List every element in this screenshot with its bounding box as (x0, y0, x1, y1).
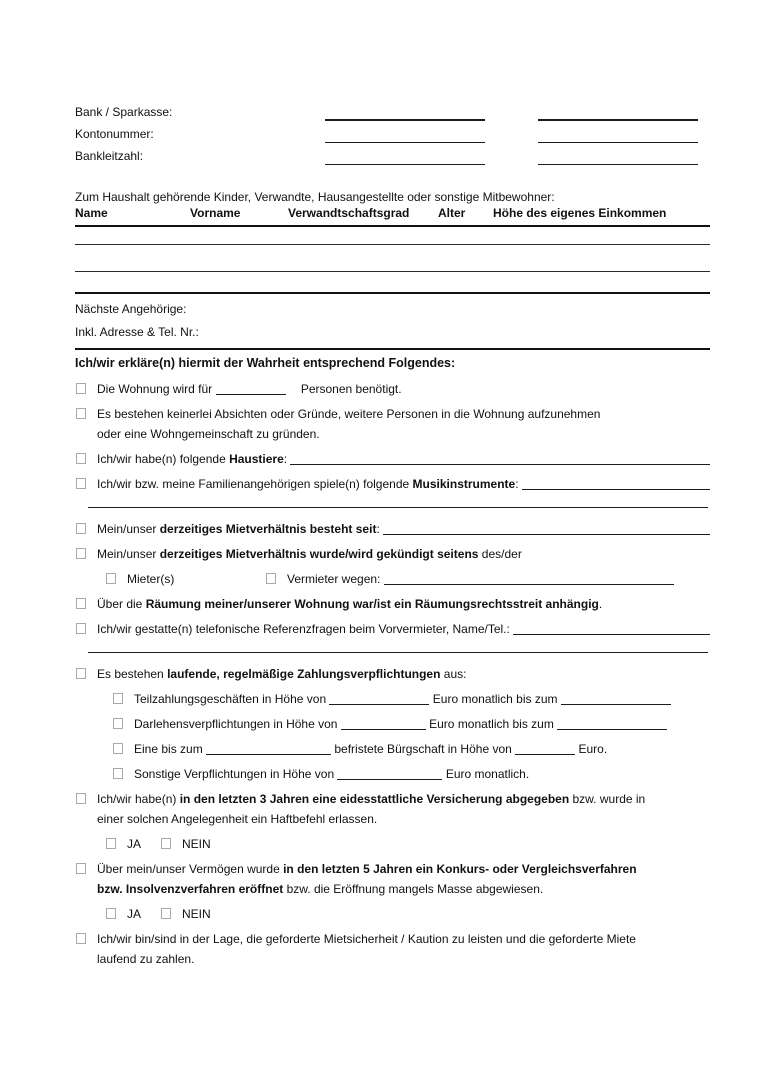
form-page (75, 0, 710, 974)
blank-fill-line[interactable] (515, 743, 575, 755)
checkbox-icon[interactable] (106, 573, 116, 584)
item-text: Es bestehen (97, 667, 168, 681)
item-text: Ich/wir gestatte(n) telefonische Referenzfragen beim Vorvermieter, Name/Tel.: (97, 622, 514, 636)
next-of-kin-address-label: Inkl. Adresse & Tel. Nr.: (75, 325, 199, 339)
blank-fill-line[interactable] (206, 743, 331, 755)
kontonummer-label: Kontonummer: (75, 127, 154, 141)
blank-fill-line[interactable] (383, 523, 710, 535)
blank-fill-line[interactable] (522, 478, 710, 490)
item-text: Teilzahlungsgeschäften in Höhe von (134, 692, 330, 706)
declaration-list (75, 379, 710, 969)
option-vermieter[interactable] (265, 569, 674, 589)
table-empty-row[interactable] (75, 272, 710, 294)
next-of-kin-label: Nächste Angehörige: (75, 302, 187, 316)
item-text: derzeitiges Mietverhältnis besteht seit (159, 522, 377, 536)
kontonummer-field-1[interactable] (325, 142, 485, 143)
blank-fill-line[interactable] (384, 573, 674, 585)
item-text: : (376, 522, 384, 536)
checkbox-icon[interactable] (266, 573, 276, 584)
item-text: NEIN (182, 837, 211, 851)
item-text: Mieter(s) (127, 572, 175, 586)
decl-item-zahlungsverpflichtungen (75, 664, 710, 684)
checkbox-icon[interactable] (76, 523, 86, 534)
blank-fill-line[interactable] (557, 718, 667, 730)
checkbox-icon[interactable] (113, 693, 123, 704)
checkbox-icon[interactable] (113, 768, 123, 779)
item-text: in den letzten 5 Jahren ein Konkurs- oder Vergleichsverfahren (283, 862, 637, 876)
item-text: befristete Bürgschaft in Höhe von (331, 742, 516, 756)
column-header-vorname: Vorname (190, 206, 241, 220)
item-text: NEIN (182, 907, 211, 921)
decl-item-darlehensverpflichtungen (112, 714, 710, 734)
decl-item-sonstige-verpflichtungen (112, 764, 710, 784)
checkbox-icon[interactable] (76, 453, 86, 464)
decl-item-wohnung-personen (75, 379, 710, 399)
column-header-name: Name (75, 206, 108, 220)
checkbox-icon[interactable] (161, 838, 171, 849)
bank-sparkasse-label: Bank / Sparkasse: (75, 105, 173, 119)
option-nein[interactable] (160, 904, 211, 924)
table-empty-row[interactable] (75, 227, 710, 245)
continuation-blank-line-musikinstrumente-fortsetzung[interactable] (88, 507, 708, 508)
blank-fill-line[interactable] (329, 693, 429, 705)
item-text: bzw. Insolvenzverfahren eröffnet (97, 882, 284, 896)
column-header-einkommen: Höhe des eigenes Einkommen (493, 206, 667, 220)
decl-item-raeumungsrechtsstreit (75, 594, 710, 614)
decl-item-buergschaft (112, 739, 710, 759)
item-text: des/der (478, 547, 522, 561)
decl-item-eidesstattliche-versicherung (75, 789, 710, 829)
item-text: Ich/wir habe(n) folgende (97, 452, 230, 466)
decl-item-insolvenzverfahren (75, 859, 710, 899)
blank-fill-line[interactable] (513, 623, 710, 635)
option-ja[interactable] (105, 834, 160, 854)
item-text: Personen benötigt. (297, 382, 402, 396)
checkbox-icon[interactable] (76, 598, 86, 609)
checkbox-icon[interactable] (76, 548, 86, 559)
blank-fill-line[interactable] (561, 693, 671, 705)
declaration-heading: Ich/wir erkläre(n) hiermit der Wahrheit entsprechend Folgendes: (75, 356, 456, 370)
item-text: in den letzten 3 Jahren eine eidesstattliche Versicherung abgegeben (179, 792, 570, 806)
item-text: derzeitiges Mietverhältnis wurde/wird gekündigt seitens (159, 547, 479, 561)
decl-item-musikinstrumente (75, 474, 710, 494)
checkbox-icon[interactable] (113, 718, 123, 729)
decl-item-teilzahlungsgeschaefte (112, 689, 710, 709)
checkbox-icon[interactable] (76, 668, 86, 679)
item-text: Euro. (575, 742, 608, 756)
checkbox-icon[interactable] (76, 383, 86, 394)
blank-fill-line[interactable] (216, 383, 286, 395)
decl-item-mietsicherheit (75, 929, 710, 969)
item-text: Ich/wir bin/sind in der Lage, die geforderte Mietsicherheit / Kaution zu leisten und die geforderte Miete (97, 932, 636, 946)
section-divider (75, 348, 710, 350)
checkbox-icon[interactable] (106, 838, 116, 849)
item-text: bzw. die Eröffnung mangels Masse abgewiesen. (283, 882, 544, 896)
blank-fill-line[interactable] (290, 453, 710, 465)
item-text: Ich/wir habe(n) (97, 792, 180, 806)
bank-details-section (75, 103, 710, 169)
item-text: Über die (97, 597, 146, 611)
table-empty-row[interactable] (75, 245, 710, 272)
item-text: Vermieter wegen: (287, 572, 384, 586)
item-text: Haustiere (229, 452, 284, 466)
blank-fill-line[interactable] (341, 718, 426, 730)
option-mieter[interactable] (105, 569, 265, 589)
item-text: Es bestehen keinerlei Absichten oder Gründe, weitere Personen in die Wohnung aufzunehmen (97, 407, 601, 421)
item-text: Musikinstrumente (412, 477, 516, 491)
item-text: laufende, regelmäßige Zahlungsverpflichtungen (167, 667, 441, 681)
item-text: Ich/wir bzw. meine Familienangehörigen spiele(n) folgende (97, 477, 413, 491)
decl-row-eidesstattliche-ja-nein (105, 834, 710, 854)
bank-sparkasse-field-1[interactable] (325, 119, 485, 121)
bank-row-bankleitzahl (75, 147, 710, 169)
item-text: Euro monatlich. (442, 767, 530, 781)
bank-row-kontonummer (75, 125, 710, 147)
decl-item-referenzfragen-vorvermieter (75, 619, 710, 639)
household-members-section (75, 190, 710, 294)
item-text: : (515, 477, 522, 491)
item-text: JA (127, 907, 142, 921)
item-text: aus: (440, 667, 467, 681)
bank-sparkasse-field-2[interactable] (538, 119, 698, 121)
continuation-blank-line-vorvermieter-fortsetzung[interactable] (88, 652, 708, 653)
decl-row-insolvenz-ja-nein (105, 904, 710, 924)
item-text: Mein/unser (97, 547, 160, 561)
item-text: : (283, 452, 291, 466)
item-text: laufend zu zahlen. (97, 952, 195, 966)
bank-row-sparkasse (75, 103, 710, 125)
kontonummer-field-2[interactable] (538, 142, 698, 143)
checkbox-icon[interactable] (113, 743, 123, 754)
household-table-header (75, 205, 710, 227)
item-text: Die Wohnung wird für (97, 382, 216, 396)
checkbox-icon[interactable] (161, 908, 171, 919)
item-text: Über mein/unser Vermögen wurde (97, 862, 284, 876)
item-text: einer solchen Angelegenheit ein Haftbefehl erlassen. (97, 812, 378, 826)
item-text: Euro monatlich bis zum (425, 717, 558, 731)
item-text: Eine bis zum (134, 742, 207, 756)
item-text: . (598, 597, 603, 611)
declaration-section (75, 355, 710, 969)
item-text: bzw. wurde in (569, 792, 646, 806)
item-text: Darlehensverpflichtungen in Höhe von (134, 717, 341, 731)
item-text: Räumung meiner/unserer Wohnung war/ist ein Räumungsrechtsstreit anhängig (145, 597, 599, 611)
decl-item-haustiere (75, 449, 710, 469)
item-text: oder eine Wohngemeinschaft zu gründen. (97, 427, 320, 441)
item-text: Mein/unser (97, 522, 160, 536)
column-header-verwandtschaftsgrad: Verwandtschaftsgrad (288, 206, 410, 220)
blank-fill-line[interactable] (337, 768, 442, 780)
checkbox-icon[interactable] (106, 908, 116, 919)
item-text: Euro monatlich bis zum (429, 692, 561, 706)
decl-item-mietverhaeltnis-gekuendigt (75, 544, 710, 564)
checkbox-icon[interactable] (76, 793, 86, 804)
checkbox-icon[interactable] (76, 623, 86, 634)
household-intro-text: Zum Haushalt gehörende Kinder, Verwandte, Hausangestellte oder sonstige Mitbewohner: (75, 190, 555, 204)
checkbox-icon[interactable] (76, 408, 86, 419)
bankleitzahl-field-1[interactable] (325, 164, 485, 165)
decl-item-keine-weiteren-personen (75, 404, 710, 444)
bankleitzahl-field-2[interactable] (538, 164, 698, 165)
item-text: JA (127, 837, 142, 851)
next-of-kin-section (75, 301, 710, 350)
checkbox-icon[interactable] (76, 933, 86, 944)
option-nein[interactable] (160, 834, 211, 854)
decl-item-mietverhaeltnis-besteht-seit (75, 519, 710, 539)
bankleitzahl-label: Bankleitzahl: (75, 149, 144, 163)
checkbox-icon[interactable] (76, 478, 86, 489)
item-text: Sonstige Verpflichtungen in Höhe von (134, 767, 338, 781)
checkbox-icon[interactable] (76, 863, 86, 874)
decl-row-gekuendigt-durch (105, 569, 710, 589)
option-ja[interactable] (105, 904, 160, 924)
column-header-alter: Alter (438, 206, 466, 220)
